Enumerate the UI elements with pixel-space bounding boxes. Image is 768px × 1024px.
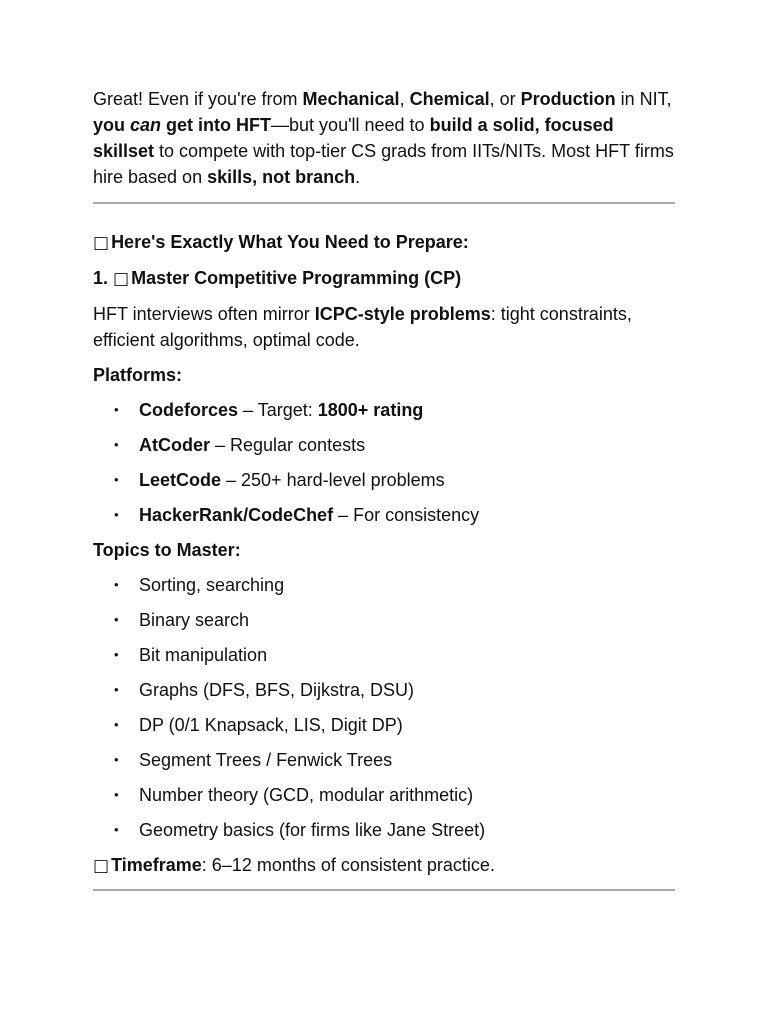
intro-bold-chemical: Chemical <box>409 89 490 109</box>
platform-name: Codeforces <box>139 400 239 420</box>
topics-label <box>93 537 675 563</box>
step-number: 1. <box>93 268 109 288</box>
list-item <box>93 397 675 423</box>
intro-text: —but you'll need to <box>271 115 430 135</box>
intro-paragraph <box>93 86 675 190</box>
list-item: • Number theory (GCD, modular arithmetic) <box>93 782 675 808</box>
list-item: • Graphs (DFS, BFS, Dijkstra, DSU) <box>93 677 675 703</box>
intro-text: , <box>399 89 410 109</box>
list-item: • Segment Trees / Fenwick Trees <box>93 747 675 773</box>
list-item: • Bit manipulation <box>93 642 675 668</box>
timeframe-label: Timeframe <box>111 855 202 875</box>
list-item: • Geometry basics (for firms like Jane Street) <box>93 817 675 843</box>
timeframe-line <box>93 852 675 879</box>
list-item <box>93 502 675 528</box>
section-heading-text: Here's Exactly What You Need to Prepare: <box>111 232 469 252</box>
section-heading <box>93 229 675 256</box>
intro-text: , or <box>489 89 521 109</box>
intro-bold-skillset: build a solid, focused skillset <box>93 115 614 161</box>
platform-note: – Target: <box>238 400 318 420</box>
intro-bold-you: you <box>93 115 131 135</box>
platform-note: – For consistency <box>333 505 480 525</box>
placeholder-glyph-icon: □ <box>93 233 110 253</box>
intro-bold-skills: skills, not branch <box>207 167 356 187</box>
platform-name: LeetCode <box>139 470 222 490</box>
platform-target: 1800+ rating <box>317 400 424 420</box>
platforms-list <box>93 397 675 528</box>
description-text: HFT interviews often mirror <box>93 304 315 324</box>
intro-text: in NIT, <box>615 89 672 109</box>
list-item: • Binary search <box>93 607 675 633</box>
description-text: : tight constraints, efficient algorithms, optimal code. <box>93 304 632 350</box>
intro-text: Great! Even if you're from <box>93 89 303 109</box>
list-item <box>93 432 675 458</box>
description-bold: ICPC-style problems <box>314 304 491 324</box>
list-item: • DP (0/1 Knapsack, LIS, Digit DP) <box>93 712 675 738</box>
platform-name: AtCoder <box>139 435 210 455</box>
divider <box>93 889 675 891</box>
step-description <box>93 301 675 353</box>
divider <box>93 202 675 204</box>
intro-bold-italic-can: can <box>130 115 162 135</box>
intro-text: to compete with top-tier CS grads from IITs/NITs. Most HFT firms hire based on <box>93 141 674 187</box>
placeholder-glyph-icon: □ <box>93 856 110 876</box>
timeframe-text: : 6–12 months of consistent practice. <box>201 855 495 875</box>
placeholder-glyph-icon: □ <box>113 269 130 289</box>
platforms-label <box>93 362 675 388</box>
document-content <box>93 86 675 891</box>
list-item <box>93 467 675 493</box>
intro-text: . <box>355 167 361 187</box>
step-heading-text: Master Competitive Programming (CP) <box>131 268 462 288</box>
platform-name: HackerRank/CodeChef <box>139 505 334 525</box>
intro-bold-mechanical: Mechanical <box>302 89 400 109</box>
platforms-label-text: Platforms: <box>93 365 183 385</box>
list-item: • Sorting, searching <box>93 572 675 598</box>
intro-bold-production: Production <box>520 89 616 109</box>
platform-note: – 250+ hard-level problems <box>221 470 445 490</box>
topics-list <box>93 572 675 843</box>
topics-label-text: Topics to Master: <box>93 540 241 560</box>
intro-bold-hft: get into HFT <box>161 115 272 135</box>
step-heading <box>93 265 675 292</box>
platform-note: – Regular contests <box>210 435 366 455</box>
